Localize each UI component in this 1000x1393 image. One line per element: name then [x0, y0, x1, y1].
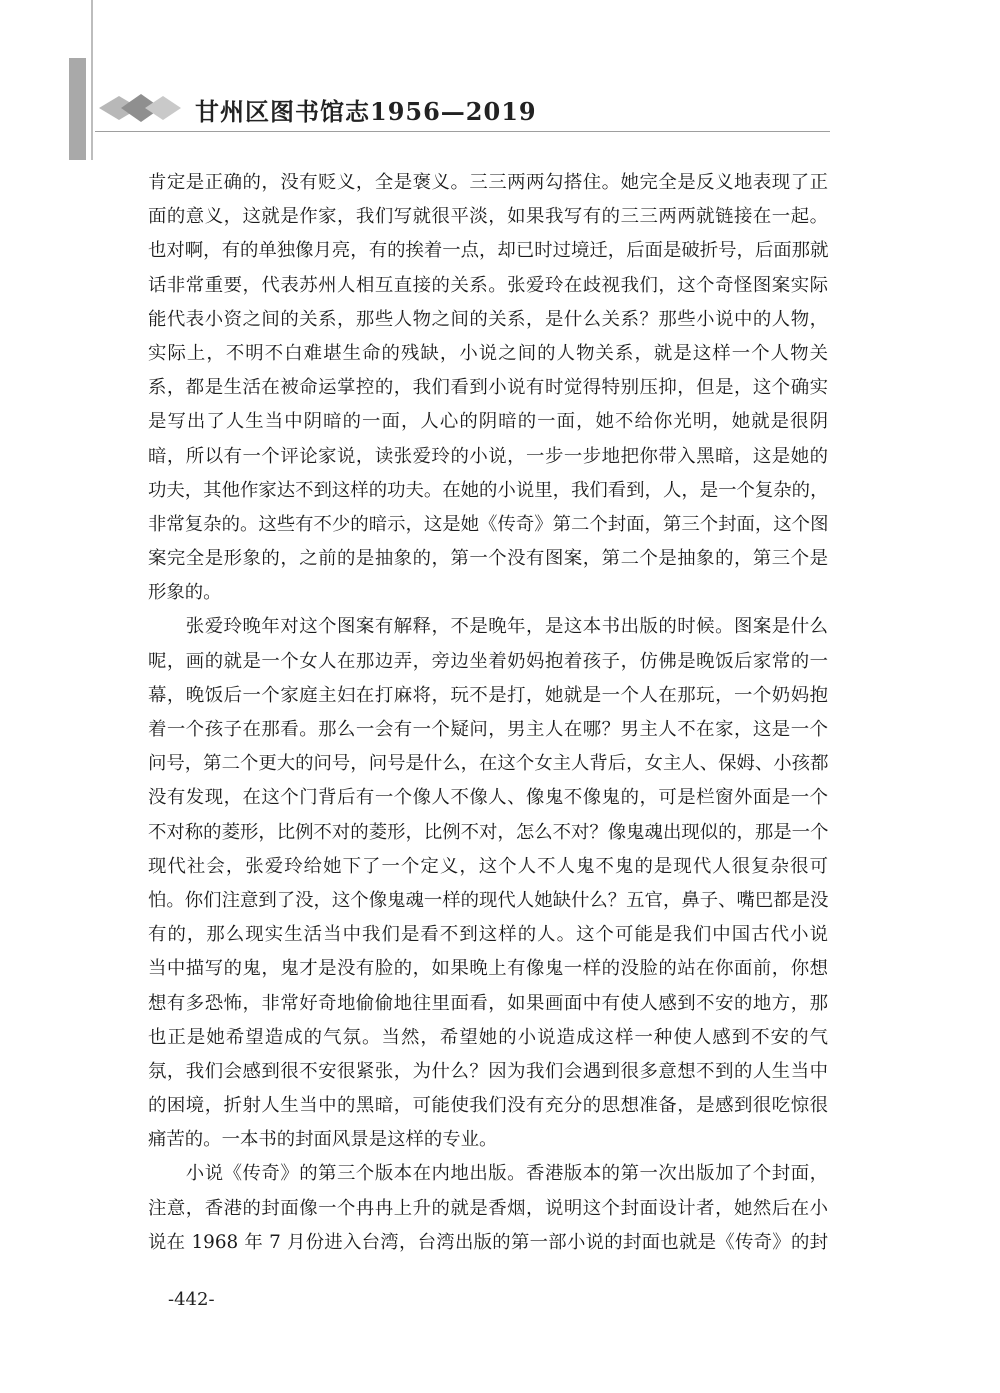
text-line: 也正是她希望造成的气氛。当然，希望她的小说造成这样一种使人感到不安的气: [148, 1026, 828, 1048]
text-line: 痛苦的。一本书的封面风景是这样的专业。: [148, 1129, 498, 1151]
text-line: 呢，画的就是一个女人在那边弄，旁边坐着奶妈抱着孩子，仿佛是晚饭后家常的一: [148, 650, 828, 672]
page-number: -442-: [168, 1289, 215, 1310]
header-rule: [95, 131, 830, 132]
text-line: 能代表小资之间的关系，那些人物之间的关系，是什么关系？那些小说中的人物，: [148, 308, 828, 330]
text-line: 肯定是正确的，没有贬义，全是褒义。三三两两勾搭住。她完全是反义地表现了正: [148, 172, 828, 193]
text-line: 当中描写的鬼，鬼才是没有脸的，如果晚上有像鬼一样的没脸的站在你面前，你想: [148, 958, 828, 980]
text-line: 张爱玲晚年对这个图案有解释，不是晚年，是这本书出版的时候。图案是什么: [148, 616, 828, 638]
book-title: 甘州区图书馆志1956—2019: [195, 97, 537, 126]
text-line: 现代社会，张爱玲给她下了一个定义，这个人不人鬼不鬼的是现代人很复杂很可: [148, 855, 828, 877]
text-line: 系，都是生活在被命运掌控的，我们看到小说有时觉得特别压抑，但是，这个确实: [148, 377, 828, 399]
body-text: [148, 166, 828, 1260]
text-line: 形象的。: [148, 582, 222, 604]
text-line: 非常复杂的。这些有不少的暗示，这是她《传奇》第二个封面，第三个封面，这个图: [148, 513, 828, 535]
text-line: 想有多恐怖，非常好奇地偷偷地往里面看，如果画面中有使人感到不安的地方，那: [148, 992, 828, 1014]
text-line: 案完全是形象的，之前的是抽象的，第一个没有图案，第二个是抽象的，第三个是: [148, 548, 828, 570]
text-line: 有的，那么现实生活当中我们是看不到这样的人。这个可能是我们中国古代小说: [148, 924, 828, 946]
text-line: 幕，晚饭后一个家庭主妇在打麻将，玩不是打，她就是一个人在那玩，一个奶妈抱: [148, 684, 828, 706]
text-line: 的困境，折射人生当中的黑暗，可能使我们没有充分的思想准备，是感到很吃惊很: [148, 1095, 828, 1117]
text-line: 面的意义，这就是作家，我们写就很平淡，如果我写有的三三两两就链接在一起。: [148, 206, 828, 228]
text-line: 注意，香港的封面像一个冉冉上升的就是香烟，说明这个封面设计者，她然后在小: [148, 1197, 828, 1219]
text-line: 氛，我们会感到很不安很紧张，为什么？因为我们会遇到很多意想不到的人生当中: [148, 1060, 828, 1082]
text-line: 问号，第二个更大的问号，问号是什么，在这个女主人背后，女主人、保姆、小孩都: [148, 753, 828, 775]
text-line: 小说《传奇》的第三个版本在内地出版。香港版本的第一次出版加了个封面，: [148, 1163, 828, 1185]
text-line: 功夫，其他作家达不到这样的功夫。在她的小说里，我们看到，人，是一个复杂的，: [148, 479, 828, 501]
text-line: 着一个孩子在那看。那么一会有一个疑问，男主人在哪？男主人不在家，这是一个: [148, 719, 828, 740]
text-line: 也对啊，有的单独像月亮，有的挨着一点，却已时过境迁，后面是破折号，后面那就: [148, 240, 828, 262]
text-line: 暗，所以有一个评论家说，读张爱玲的小说，一步一步地把你带入黑暗，这是她的: [148, 445, 828, 467]
text-line: 是写出了人生当中阴暗的一面，人心的阴暗的一面，她不给你光明，她就是很阴: [148, 411, 828, 433]
diamond-ornament-icon: [95, 88, 191, 128]
text-line: 实际上，不明不白难堪生命的残缺，小说之间的人物关系，就是这样一个人物关: [148, 342, 828, 364]
text-line: 没有发现，在这个门背后有一个像人不像人、像鬼不像鬼的，可是栏窗外面是一个: [148, 787, 828, 809]
text-line: 怕。你们注意到了没，这个像鬼魂一样的现代人她缺什么？五官，鼻子、嘴巴都是没: [148, 889, 828, 911]
running-header: [95, 88, 915, 128]
text-line: 不对称的菱形，比例不对的菱形，比例不对，怎么不对？像鬼魂出现似的，那是一个: [148, 821, 828, 843]
corner-vertical-line: [91, 0, 93, 160]
text-line: 说在 1968 年 7 月份进入台湾，台湾出版的第一部小说的封面也就是《传奇》的封: [148, 1231, 828, 1253]
text-line: 话非常重要，代表苏州人相互直接的关系。张爱玲在歧视我们，这个奇怪图案实际: [148, 274, 828, 296]
corner-gray-bar: [69, 58, 86, 160]
